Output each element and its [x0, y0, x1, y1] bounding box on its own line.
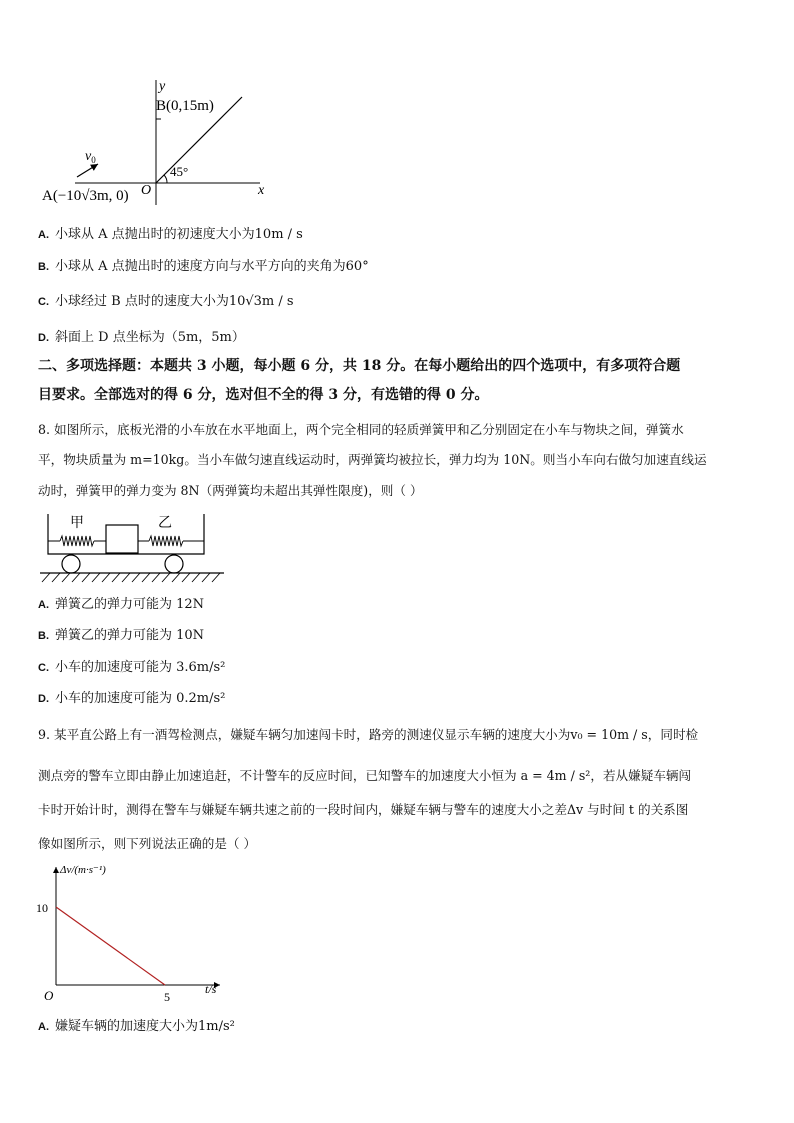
q7-option-c [38, 292, 294, 312]
q7-option-b [38, 257, 369, 277]
q8-stem-line-3: 动时，弹簧甲的弹力变为 8N（两弹簧均未超出其弹性限度)，则（ ） [38, 483, 423, 498]
option-text: 弹簧乙的弹力可能为 12N [55, 597, 205, 612]
option-text: 斜面上 D 点坐标为（5m，5m） [55, 330, 245, 345]
q7-option-a [38, 225, 303, 245]
angle-arc [164, 175, 167, 183]
wheel-right [165, 555, 183, 573]
q9-stem-line-1: 9. 某平直公路上有一酒驾检测点，嫌疑车辆匀加速闯卡时，路旁的测速仪显示车辆的速度大小为v₀ = 10m / s，同时检 [38, 727, 699, 742]
point-b-label: B(0,15m) [156, 98, 214, 114]
q8-option-d [38, 689, 225, 709]
option-letter: D. [38, 693, 49, 705]
v0-label: $v_0$ [85, 149, 96, 165]
wheel-left [62, 555, 80, 573]
q8-option-b [38, 626, 204, 646]
ground-hatch [42, 573, 220, 582]
delta-v-time-chart [30, 855, 230, 1015]
q7-option-d [38, 328, 245, 348]
q8-stem-line-1: 8. 如图所示，底板光滑的小车放在水平地面上，两个完全相同的轻质弹簧甲和乙分别固定在小车与物块之间，弹簧水 [38, 422, 684, 437]
cart-spring-figure [36, 510, 231, 586]
q8-option-a [38, 595, 204, 615]
q9-stem-line-3: 卡时开始计时，测得在警车与嫌疑车辆共速之前的一段时间内，嫌疑车辆与警车的速度大小之差Δv 与时间 t 的关系图 [38, 802, 689, 817]
option-letter: A. [38, 599, 49, 611]
option-text: 弹簧乙的弹力可能为 10N [55, 628, 205, 643]
option-text: 小球从 A 点抛出时的初速度大小为10m / s [55, 227, 303, 242]
option-text: 小车的加速度可能为 0.2m/s² [55, 691, 226, 706]
v0-arrow [77, 164, 98, 177]
origin-label: O [141, 183, 152, 198]
q8-option-c [38, 658, 225, 678]
chart-x-label: t/s [205, 982, 217, 996]
chart-y-label: Δv/(m·s⁻¹) [60, 864, 106, 876]
chart-origin-label: O [44, 988, 54, 1003]
option-text: 小球从 A 点抛出时的速度方向与水平方向的夹角为60° [55, 259, 369, 274]
angle-label: 45° [170, 164, 189, 179]
option-letter: D. [38, 332, 49, 344]
option-text: 小球经过 B 点时的速度大小为10√3m / s [55, 294, 294, 309]
option-text: 嫌疑车辆的加速度大小为1m/s² [55, 1019, 235, 1034]
q9-option-a [38, 1017, 235, 1037]
chart-y-tick-label: 10 [36, 901, 48, 915]
q9-stem-line-2: 测点旁的警车立即由静止加速追赶，不计警车的反应时间，已知警车的加速度大小恒为 a = 4m / s²，若从嫌疑车辆闯 [38, 768, 692, 783]
label-yi: 乙 [158, 516, 172, 531]
x-axis-label: x [258, 183, 265, 198]
option-letter: A. [38, 229, 49, 241]
chart-x-tick-label: 5 [164, 990, 170, 1004]
q8-stem-line-2: 平，物块质量为 m=10kg。当小车做匀速直线运动时，两弹簧均被拉长，弹力均为 10N。则当小车向右做匀加速直线运 [38, 452, 707, 467]
option-letter: B. [38, 630, 49, 642]
section-2-line-1: 二、多项选择题：本题共 3 小题，每小题 6 分，共 18 分。在每小题给出的四个选项中，有多项符合题 [38, 358, 681, 374]
point-a-label: A(−10√3m, 0) [42, 188, 129, 204]
projectile-figure [30, 70, 290, 210]
option-text: 小车的加速度可能为 3.6m/s² [55, 660, 226, 675]
option-letter: C. [38, 296, 49, 308]
block [106, 525, 138, 553]
section-2-line-2: 目要求。全部选对的得 6 分，选对但不全的得 3 分，有选错的得 0 分。 [38, 387, 489, 403]
spring-yi [149, 536, 183, 546]
spring-jia [60, 536, 94, 546]
q9-stem-line-4: 像如图所示，则下列说法正确的是（ ） [38, 836, 257, 851]
option-letter: B. [38, 261, 49, 273]
y-axis-label: y [159, 79, 166, 94]
series-line-segment [56, 907, 165, 985]
option-letter: A. [38, 1021, 49, 1033]
label-jia: 甲 [70, 516, 84, 531]
option-letter: C. [38, 662, 49, 674]
